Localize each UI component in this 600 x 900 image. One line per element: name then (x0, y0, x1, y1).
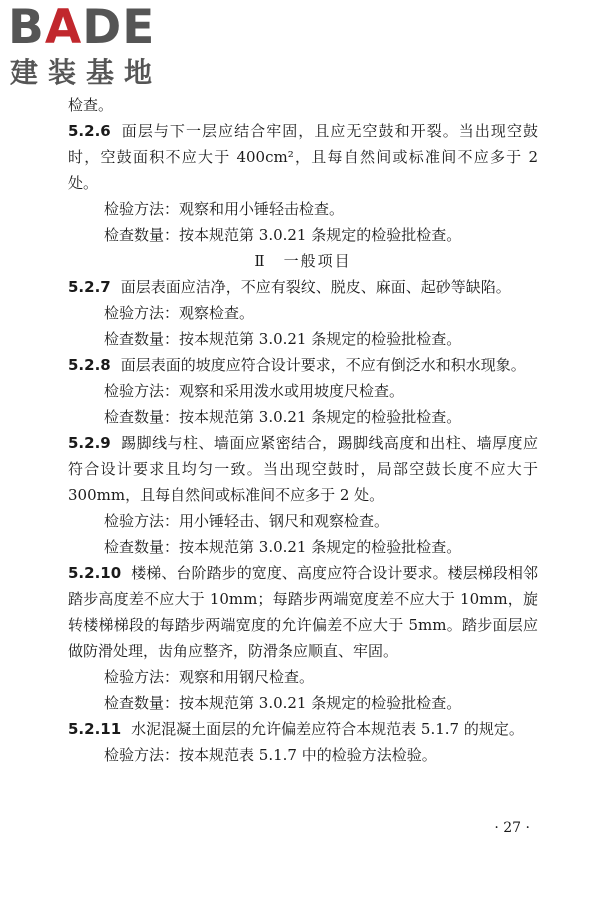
inspection-quantity: 检查数量：按本规范第 3.0.21 条规定的检验批检查。 (104, 538, 462, 556)
inspection-method: 检验方法：按本规范表 5.1.7 中的检验方法检验。 (104, 746, 437, 764)
inspection-method: 检验方法：用小锤轻击、钢尺和观察检查。 (104, 512, 390, 530)
paragraph: 检查。 (68, 96, 114, 114)
inspection-quantity: 检查数量：按本规范第 3.0.21 条规定的检验批检查。 (104, 408, 462, 426)
clause-5-2-10: 5.2.10 楼梯、台阶踏步的宽度、高度应符合设计要求。楼层梯段相邻踏步高度差不应大于 10mm；每踏步两端宽度差不应大于 10mm，旋转楼梯梯段的每踏步两端宽度的允许偏差不应大于 5mm。踏步面层应做防滑处理，齿角应整齐，防滑条应顺直、牢固。 (68, 564, 538, 660)
clause-5-2-7: 5.2.7 面层表面应洁净，不应有裂纹、脱皮、麻面、起砂等缺陷。 (68, 278, 511, 296)
bade-logo (8, 2, 188, 94)
logo-chinese-name: 建装基地 (10, 56, 163, 89)
clause-5-2-11: 5.2.11 水泥混凝土面层的允许偏差应符合本规范表 5.1.7 的规定。 (68, 720, 524, 738)
clause-5-2-8: 5.2.8 面层表面的坡度应符合设计要求，不应有倒泛水和积水现象。 (68, 356, 526, 374)
inspection-method: 检验方法：观察检查。 (104, 304, 255, 322)
page-number: · 27 · (494, 820, 530, 836)
inspection-method: 检验方法：观察和用小锤轻击检查。 (104, 200, 345, 218)
logo-wordmark: BADE (8, 0, 156, 55)
inspection-quantity: 检查数量：按本规范第 3.0.21 条规定的检验批检查。 (104, 694, 462, 712)
inspection-method: 检验方法：观察和用钢尺检查。 (104, 668, 315, 686)
inspection-quantity: 检查数量：按本规范第 3.0.21 条规定的检验批检查。 (104, 330, 462, 348)
inspection-quantity: 检查数量：按本规范第 3.0.21 条规定的检验批检查。 (104, 226, 462, 244)
clause-5-2-9: 5.2.9 踢脚线与柱、墙面应紧密结合，踢脚线高度和出柱、墙厚度应符合设计要求且均匀一致。当出现空鼓时，局部空鼓长度不应大于 300mm，且每自然间或标准间不应多于 2 处。 (68, 434, 538, 504)
inspection-method: 检验方法：观察和采用泼水或用坡度尺检查。 (104, 382, 405, 400)
document-body (68, 92, 538, 768)
clause-5-2-6: 5.2.6 面层与下一层应结合牢固，且应无空鼓和开裂。当出现空鼓时，空鼓面积不应大于 400cm²，且每自然间或标准间不应多于 2 处。 (68, 122, 538, 192)
section-heading: Ⅱ 一般项目 (254, 252, 352, 270)
